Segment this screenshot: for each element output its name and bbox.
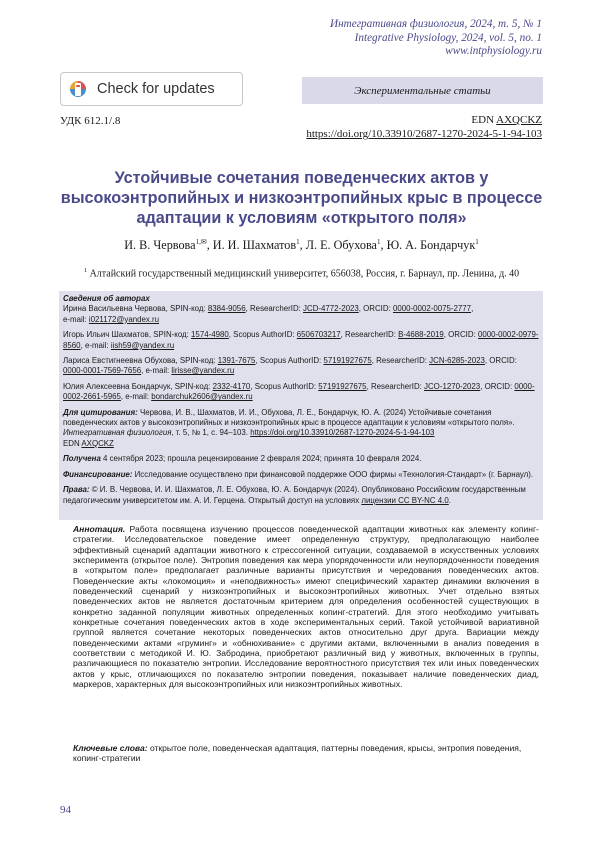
doi-link[interactable]: https://doi.org/10.33910/2687-1270-2024-5-1-94-103	[306, 128, 542, 140]
citation-journal: Интегративная физиология	[63, 428, 172, 438]
check-for-updates-button[interactable]	[60, 72, 243, 106]
info-text: , Scopus AuthorID:	[255, 356, 324, 366]
spin-link[interactable]: 2332-4170	[212, 381, 251, 391]
info-text: Лариса Евстигнеевна Обухова, SPIN-код:	[63, 356, 218, 366]
affiliation-mark: 1	[83, 267, 88, 274]
journal-title-en: Integrative Physiology, 2024, vol. 5, no. 1	[354, 31, 542, 44]
orcid-link[interactable]: 0000-0002-0075-2777	[392, 304, 472, 314]
info-text: , e-mail:	[80, 340, 111, 350]
funding-text: Исследование осуществлено при финансовой поддержке ООО фирмы «Технология-Стандарт» (г. Барнаул).	[132, 469, 534, 479]
author-info-box	[59, 291, 543, 520]
researcher-id-link[interactable]: JCO-1270-2023	[424, 381, 481, 391]
abstract	[73, 524, 539, 690]
journal-title-ru: Интегративная физиология, 2024, т. 5, № 1	[330, 18, 542, 30]
author-affiliation-mark: 1	[475, 238, 479, 246]
spin-link[interactable]: 8384-9056	[207, 304, 246, 314]
citation-doi-link[interactable]: https://doi.org/10.33910/2687-1270-2024-5-1-94-103	[250, 428, 435, 438]
section-label: Экспериментальные статьи	[302, 77, 543, 104]
rights-text: © И. В. Червова, И. И. Шахматов, Л. Е. Обухова, Ю. А. Бондарчук (2024). Опубликовано Российским государственным педагогическим университетом им. А. И. Герцена. Открытый доступ на условиях	[63, 485, 526, 505]
email-link[interactable]: lirisse@yandex.ru	[171, 366, 235, 376]
article-title: Устойчивые сочетания поведенческих актов у высокоэнтропийных и низкоэнтропийных крыс в процессе адаптации к условиям «открытого поля»	[60, 169, 543, 227]
citation-label: Для цитирования:	[63, 407, 138, 417]
info-text: , ResearcherID:	[371, 356, 430, 366]
udk-code: УДК 612.1/.8	[60, 115, 121, 127]
researcher-id-link[interactable]: JCN-6285-2023	[429, 356, 485, 366]
author-info-entry	[63, 382, 539, 403]
author-affiliation-mark: 1	[376, 238, 381, 246]
info-text: , Scopus AuthorID:	[250, 381, 319, 391]
author-info-entry	[63, 330, 539, 351]
edn-prefix: EDN	[471, 114, 497, 126]
orcid-link[interactable]: 0000-0002-2661-5965	[63, 381, 535, 402]
abstract-text: Работа посвящена изучению процессов поведенческой адаптации животных как элементу копинг-стратегии. Исследовательское поведение имеет определенную структуру, предполагающую наиболее эффективный сценарий адаптации животного к стрессогенной ситуации, создаваемой в искусственных условиях эксперимента (открытое поле). Энтропия поведения как мера упорядоченности или неупорядоченности поведения в «открытом поле» предполагает различные варианты присутствия и чередования поведенческих актов. Поведенческие акты «локомоция» и «неподвижность» имеют специфический характер динамики включения в поведенческий сценарий у низкоэнтропийных и высокоэнтропийных животных. Учет отдельно взятых поведенческих актов не является достаточным критерием для определения особенностей существующих в конкретно заданной популяции животных определенных копинг-стратегий. Для этого необходимо учитывать конкретные сочетания поведенческих актов в ходе экспериментальных серий. Такой устойчивой вариативной группой является сочетание некоторых поведенческих актов относительно друг друга. Вариации между поведенческими актами «груминг» и «обнюхивание» с другими актами, включенными в анализ поведения в соответствии с методикой И. Ю. Забродина, приобретают различный вид у животных, включенных в группы, различающиеся по показателю энтропии. Исследование вероятностного присутствия тех или иных поведенческих актов у крыс, отличающихся по показателю энтропии поведения, показывает наличие поведенческих диад, маркеров, характерных для высокоэнтропийных или низкоэнтропийных животных.	[73, 524, 539, 690]
received-text: 4 сентября 2023; прошла рецензирование 2 февраля 2024; принята 10 февраля 2024.	[100, 454, 422, 464]
researcher-id-link[interactable]: B-4688-2019	[398, 330, 444, 340]
edn-link[interactable]: AXQCKZ	[496, 114, 542, 126]
citation-tail: , т. 5, № 1, с. 94–103.	[171, 428, 251, 438]
info-text: , ResearcherID:	[340, 330, 399, 340]
author-info-heading: Сведения об авторах	[63, 294, 150, 303]
info-text: , e-mail:	[120, 392, 152, 402]
info-text: , ResearcherID:	[245, 304, 304, 314]
author-affiliation-mark: 1	[296, 238, 300, 246]
funding	[63, 470, 539, 480]
rights-end: .	[448, 495, 451, 505]
email-link[interactable]: iish59@yandex.ru	[110, 340, 175, 350]
scopus-id-link[interactable]: 57191927675	[318, 381, 367, 391]
funding-label: Финансирование:	[63, 469, 133, 479]
orcid-link[interactable]: 0000-0002-0979-8560	[63, 330, 539, 350]
info-text: , ORCID:	[480, 381, 515, 391]
page-number: 94	[60, 804, 71, 816]
email-link[interactable]: i021172@yandex.ru	[88, 314, 160, 324]
spin-link[interactable]: 1574-4980	[191, 330, 229, 340]
researcher-id-link[interactable]: JCD-4772-2023	[303, 304, 359, 314]
info-text: Ирина Васильевна Червова, SPIN-код:	[63, 304, 208, 314]
info-text: Игорь Ильич Шахматов, SPIN-код:	[63, 330, 192, 340]
received-dates	[63, 454, 539, 464]
author-list: И. В. Червова$^{1,✉}$, И. И. Шахматов$^1$, Л. Е. Обухова$^1$, Ю. А. Бондарчук$^1$	[124, 238, 479, 253]
info-text: , ORCID:	[443, 330, 478, 340]
citation-edn-prefix: EDN	[63, 438, 82, 448]
info-text: , ORCID:	[484, 356, 517, 366]
affiliation-text: Алтайский государственный медицинский университет, 656038, Россия, г. Барнаул, пр. Ленина, д. 40	[89, 268, 520, 280]
scopus-id-link[interactable]: 57191927675	[323, 356, 372, 366]
keywords-label: Ключевые слова:	[73, 743, 148, 753]
info-text: ,	[471, 304, 474, 314]
received-label: Получена	[63, 454, 101, 464]
spin-link[interactable]: 1391-7675	[217, 356, 256, 366]
info-text: e-mail:	[63, 314, 89, 324]
journal-site[interactable]: www.intphysiology.ru	[445, 45, 542, 57]
author-info-entry	[63, 356, 539, 377]
info-text: , Scopus AuthorID:	[228, 330, 297, 340]
info-text: , ResearcherID:	[366, 381, 425, 391]
affiliation	[60, 267, 543, 279]
journal-header	[330, 18, 542, 59]
keywords	[73, 743, 539, 764]
author-info-entry	[63, 304, 539, 325]
author-name: Л. Е. Обухова	[305, 238, 377, 253]
email-link[interactable]: bondarchuk2606@yandex.ru	[151, 392, 253, 402]
edn-doi-block	[306, 113, 542, 141]
scopus-id-link[interactable]: 6506703217	[296, 330, 341, 340]
author-name: И. И. Шахматов	[212, 238, 297, 253]
info-text: Юлия Алексеевна Бондарчук, SPIN-код:	[63, 381, 213, 391]
citation-text: Червова, И. В., Шахматов, И. И., Обухова, Л. Е., Бондарчук, Ю. А. (2024) Устойчивые сочетания поведенческих актов у высокоэнтропийных и низкоэнтропийных крыс в процессе адаптации к условиям «открытого поля».	[63, 407, 515, 428]
citation-edn-link[interactable]: AXQCKZ	[81, 438, 114, 448]
license-link[interactable]: лицензии CC BY-NC 4.0	[361, 495, 449, 505]
info-text: , e-mail:	[141, 366, 172, 376]
citation	[63, 408, 539, 450]
author-name: И. В. Червова	[124, 238, 196, 253]
orcid-link[interactable]: 0000-0001-7569-7656	[63, 366, 142, 376]
keywords-text: открытое поле, поведенческая адаптация, паттерны поведения, крысы, энтропия поведения, копинг-стратегии	[73, 743, 522, 764]
rights-label: Права:	[63, 485, 90, 495]
author-affiliation-mark: 1,✉	[195, 238, 207, 246]
crossmark-icon	[67, 78, 89, 100]
author-name: Ю. А. Бондарчук	[386, 238, 476, 253]
check-for-updates-label: Check for updates	[97, 81, 215, 97]
rights	[63, 485, 539, 506]
info-text: , ORCID:	[358, 304, 393, 314]
abstract-label: Аннотация.	[73, 524, 126, 534]
